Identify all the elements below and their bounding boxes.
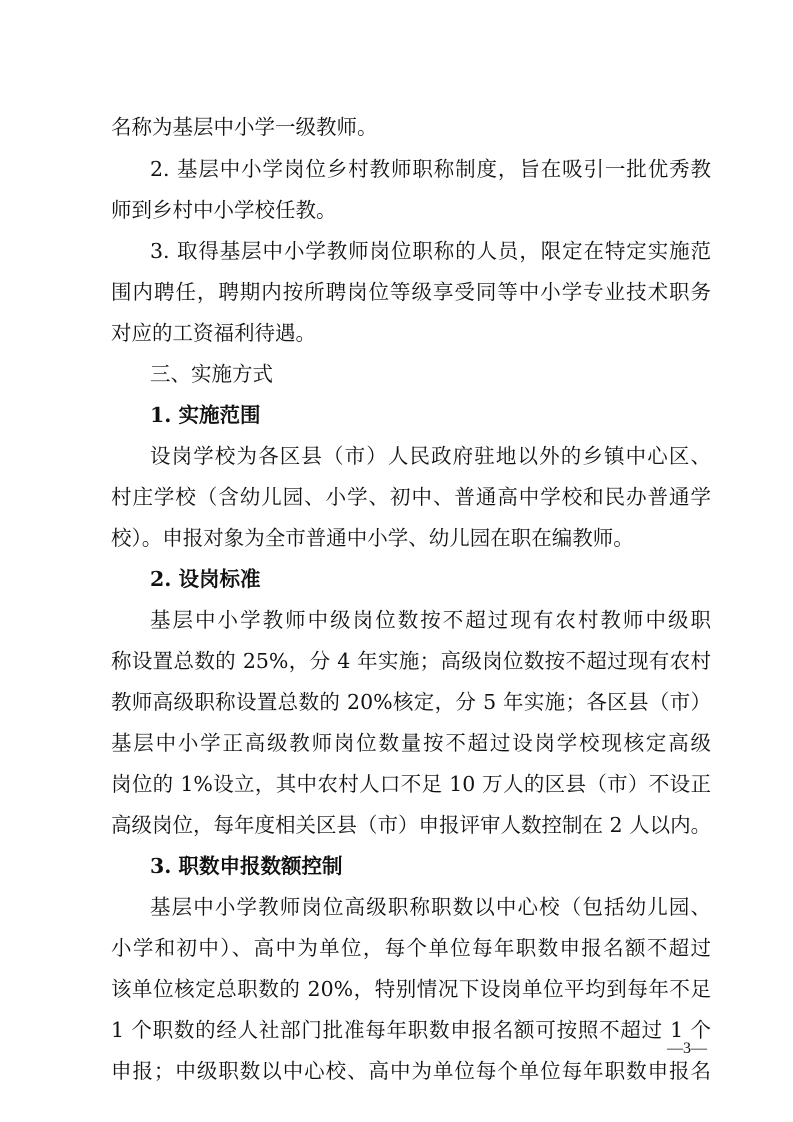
paragraph-line-5: 围内聘任，聘期内按所聘岗位等级享受同等中小学专业技术职务 [111,280,711,304]
paragraph-line-16: 基层中小学教师岗位高级职称职数以中心校（包括幼儿园、 [150,895,711,919]
page-number: —3— [667,1040,707,1057]
paragraph-line-8: 村庄学校（含幼儿园、小学、初中、普通高中学校和民办普通学 [111,485,711,509]
subsection-heading-3: 3. 职数申报数额控制 [150,854,343,878]
paragraph-line-7: 设岗学校为各区县（市）人民政府驻地以外的乡镇中心区、 [150,444,711,468]
paragraph-line-17: 小学和初中）、高中为单位，每个单位每年职数申报名额不超过 [111,936,711,960]
paragraph-line-2: 2. 基层中小学岗位乡村教师职称制度，旨在吸引一批优秀教 [150,157,711,181]
subsection-heading-2: 2. 设岗标准 [150,567,261,591]
paragraph-line-6: 对应的工资福利待遇。 [111,321,316,345]
paragraph-line-20: 申报；中级职数以中心校、高中为单位每个单位每年职数申报名 [111,1059,711,1083]
subsection-heading-1: 1. 实施范围 [150,403,261,427]
paragraph-line-12: 教师高级职称设置总数的 20%核定，分 5 年实施；各区县（市） [111,690,711,714]
paragraph-line-11: 称设置总数的 25%，分 4 年实施；高级岗位数按不超过现有农村 [111,649,711,673]
paragraph-line-18: 该单位核定总职数的 20%，特别情况下设岗单位平均到每年不足 [111,977,711,1001]
paragraph-line-15: 高级岗位，每年度相关区县（市）申报评审人数控制在 2 人以内。 [111,813,712,837]
paragraph-line-1: 名称为基层中小学一级教师。 [111,115,378,139]
paragraph-line-13: 基层中小学正高级教师岗位数量按不超过设岗学校现核定高级 [111,731,711,755]
paragraph-line-3: 师到乡村中小学校任教。 [111,198,337,222]
paragraph-line-4: 3. 取得基层中小学教师岗位职称的人员，限定在特定实施范 [150,239,711,263]
paragraph-line-10: 基层中小学教师中级岗位数按不超过现有农村教师中级职 [150,608,711,632]
section-heading: 三、实施方式 [150,362,273,386]
paragraph-line-14: 岗位的 1%设立，其中农村人口不足 10 万人的区县（市）不设正 [111,772,711,796]
paragraph-line-19: 1 个职数的经人社部门批准每年职数申报名额可按照不超过 1 个 [111,1018,711,1042]
paragraph-line-9: 校）。申报对象为全市普通中小学、幼儿园在职在编教师。 [111,526,634,550]
